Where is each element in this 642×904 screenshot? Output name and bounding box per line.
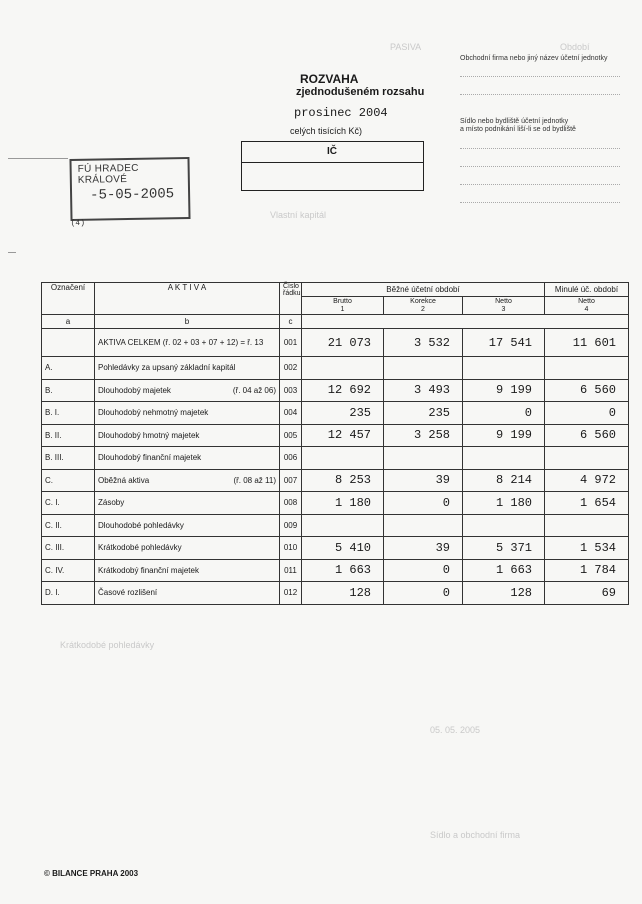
stamp-office: FÚ HRADEC KRÁLOVÉ	[77, 162, 139, 186]
row-label	[95, 559, 280, 582]
cell-netto[interactable]: 8 214	[463, 469, 545, 492]
cell-prior-netto[interactable]: 0	[545, 402, 629, 425]
cell-netto[interactable]: 17 541	[463, 329, 545, 357]
table-row	[42, 559, 629, 582]
header-designation: Označení	[42, 283, 95, 315]
cell-prior-netto[interactable]	[545, 514, 629, 537]
seat-line-3[interactable]	[460, 184, 620, 185]
document-title: ROZVAHA	[300, 72, 359, 86]
header-prior-period: Minulé úč. období	[545, 283, 629, 297]
row-number: 008	[280, 492, 302, 515]
cell-netto[interactable]: 1 663	[463, 559, 545, 582]
firm-name-line-2[interactable]	[460, 94, 620, 95]
receipt-stamp	[69, 157, 190, 229]
table-row	[42, 469, 629, 492]
cell-netto[interactable]: 5 371	[463, 537, 545, 560]
cell-korekce[interactable]	[384, 357, 463, 380]
row-label	[95, 492, 280, 515]
footer-copyright: © BILANCE PRAHA 2003	[44, 869, 139, 878]
row-label	[95, 469, 280, 492]
units-note: celých tisících Kč)	[290, 126, 363, 136]
row-label-text: Dlouhodobý hmotný majetek	[98, 430, 200, 440]
cell-brutto[interactable]: 21 073	[302, 329, 384, 357]
row-label	[95, 329, 280, 357]
fold-mark	[8, 252, 16, 253]
cell-prior-netto[interactable]: 1 784	[545, 559, 629, 582]
table-row	[42, 537, 629, 560]
cell-brutto[interactable]: 1 180	[302, 492, 384, 515]
ic-label: IČ	[327, 146, 337, 157]
seat-label-2: a místo podnikání liší-li se od bydliště	[460, 126, 576, 133]
row-note: (ř. 08 až 11)	[233, 475, 276, 485]
cell-netto[interactable]: 9 199	[463, 424, 545, 447]
row-designation: D. I.	[42, 582, 95, 605]
stamp-date: -5-05-2005	[89, 186, 175, 204]
row-number: 007	[280, 469, 302, 492]
cell-prior-netto[interactable]: 1 654	[545, 492, 629, 515]
cell-netto[interactable]	[463, 514, 545, 537]
row-label-text: Dlouhodobý majetek	[98, 385, 171, 395]
cell-brutto[interactable]: 12 692	[302, 379, 384, 402]
table-row	[42, 582, 629, 605]
cell-brutto[interactable]	[302, 357, 384, 380]
cell-korekce[interactable]: 0	[384, 582, 463, 605]
row-label-text: Dlouhodobý nehmotný majetek	[98, 408, 209, 418]
cell-netto[interactable]	[463, 447, 545, 470]
row-label-text: AKTIVA CELKEM (ř. 02 + 03 + 07 + 12) = ř. 13	[98, 338, 264, 347]
cell-korekce[interactable]: 235	[384, 402, 463, 425]
row-label	[95, 402, 280, 425]
cell-netto[interactable]: 0	[463, 402, 545, 425]
assets-table-body	[42, 329, 629, 605]
row-number: 001	[280, 329, 302, 357]
cell-prior-netto[interactable]: 6 560	[545, 379, 629, 402]
cell-korekce[interactable]: 3 493	[384, 379, 463, 402]
row-designation: C. II.	[42, 514, 95, 537]
row-label-text: Oběžná aktiva	[98, 475, 150, 485]
row-label	[95, 424, 280, 447]
cell-korekce[interactable]: 3 532	[384, 329, 463, 357]
cell-korekce[interactable]: 0	[384, 492, 463, 515]
cell-netto[interactable]: 1 180	[463, 492, 545, 515]
row-label-text: Zásoby	[98, 498, 125, 508]
row-label	[95, 357, 280, 380]
cell-brutto[interactable]: 235	[302, 402, 384, 425]
cell-korekce[interactable]: 0	[384, 559, 463, 582]
period-field[interactable]: prosinec 2004	[294, 106, 388, 120]
row-label	[95, 582, 280, 605]
document-subtitle: zjednodušeném rozsahu	[296, 86, 425, 98]
row-designation: B.	[42, 379, 95, 402]
row-label-text: Dlouhodobé pohledávky	[98, 520, 184, 530]
row-label-text: Krátkodobé pohledávky	[98, 543, 182, 553]
row-number: 005	[280, 424, 302, 447]
row-label	[95, 537, 280, 560]
cell-korekce[interactable]: 3 258	[384, 424, 463, 447]
table-row	[42, 447, 629, 470]
cell-prior-netto[interactable]	[545, 447, 629, 470]
cell-prior-netto[interactable]: 69	[545, 582, 629, 605]
row-designation: B. II.	[42, 424, 95, 447]
seat-label-1: Sídlo nebo bydliště účetní jednotky	[460, 118, 569, 125]
row-designation	[42, 329, 95, 357]
stamp-number: (4)	[70, 218, 86, 229]
row-note: (ř. 04 až 06)	[232, 385, 276, 395]
seat-line-2[interactable]	[460, 166, 620, 167]
cell-netto[interactable]: 128	[463, 582, 545, 605]
firm-name-line[interactable]	[460, 76, 620, 77]
assets-table	[41, 282, 629, 605]
row-number: 004	[280, 402, 302, 425]
row-designation: B. III.	[42, 447, 95, 470]
cell-korekce[interactable]: 39	[384, 537, 463, 560]
cell-netto[interactable]: 9 199	[463, 379, 545, 402]
table-row	[42, 514, 629, 537]
cell-brutto[interactable]	[302, 447, 384, 470]
cell-prior-netto[interactable]: 11 601	[545, 329, 629, 357]
cell-brutto[interactable]: 5 410	[302, 537, 384, 560]
cell-prior-netto[interactable]	[545, 357, 629, 380]
cell-korekce[interactable]	[384, 514, 463, 537]
cell-prior-netto[interactable]: 1 534	[545, 537, 629, 560]
header-netto: Netto 3	[463, 297, 545, 315]
header-row-no: Číslo řádku	[280, 283, 302, 315]
table-row	[42, 379, 629, 402]
col-c: c	[280, 315, 302, 329]
row-number: 003	[280, 379, 302, 402]
header-brutto: Brutto 1	[302, 297, 384, 315]
cell-netto[interactable]	[463, 357, 545, 380]
row-designation: B. I.	[42, 402, 95, 425]
seat-line-1[interactable]	[460, 148, 620, 149]
row-label-text: Pohledávky za upsaný základní kapitál	[98, 363, 236, 373]
row-designation: C. IV.	[42, 559, 95, 582]
row-label	[95, 514, 280, 537]
row-label	[95, 447, 280, 470]
cell-brutto[interactable]	[302, 514, 384, 537]
row-label-text: Krátkodobý finanční majetek	[98, 565, 199, 575]
cell-brutto[interactable]: 1 663	[302, 559, 384, 582]
cell-brutto[interactable]: 12 457	[302, 424, 384, 447]
cell-korekce[interactable]	[384, 447, 463, 470]
row-number: 002	[280, 357, 302, 380]
row-number: 012	[280, 582, 302, 605]
cell-prior-netto[interactable]: 6 560	[545, 424, 629, 447]
header-assets: A K T I V A	[95, 283, 280, 315]
row-designation: C.	[42, 469, 95, 492]
table-row	[42, 492, 629, 515]
row-number: 006	[280, 447, 302, 470]
ic-box[interactable]	[241, 141, 424, 191]
col-a: a	[42, 315, 95, 329]
cell-prior-netto[interactable]: 4 972	[545, 469, 629, 492]
firm-name-label: Obchodní firma nebo jiný název účetní jednotky	[460, 55, 608, 62]
cell-korekce[interactable]: 39	[384, 469, 463, 492]
table-row	[42, 329, 629, 357]
table-row	[42, 424, 629, 447]
cell-brutto[interactable]: 8 253	[302, 469, 384, 492]
row-label	[95, 379, 280, 402]
row-label-text: Dlouhodobý finanční majetek	[98, 453, 202, 463]
row-designation: C. I.	[42, 492, 95, 515]
cell-brutto[interactable]: 128	[302, 582, 384, 605]
row-number: 011	[280, 559, 302, 582]
table-row	[42, 357, 629, 380]
row-number: 009	[280, 514, 302, 537]
row-label-text: Časové rozlišení	[98, 588, 158, 598]
header-korekce: Korekce 2	[384, 297, 463, 315]
guide-line	[8, 158, 68, 159]
row-number: 010	[280, 537, 302, 560]
table-row	[42, 402, 629, 425]
header-current-period: Běžné účetní období	[302, 283, 545, 297]
col-b: b	[95, 315, 280, 329]
ic-divider	[242, 162, 423, 163]
col-spacer	[302, 315, 629, 329]
seat-line-4[interactable]	[460, 202, 620, 203]
row-designation: A.	[42, 357, 95, 380]
row-designation: C. III.	[42, 537, 95, 560]
header-netto-prior: Netto 4	[545, 297, 629, 315]
